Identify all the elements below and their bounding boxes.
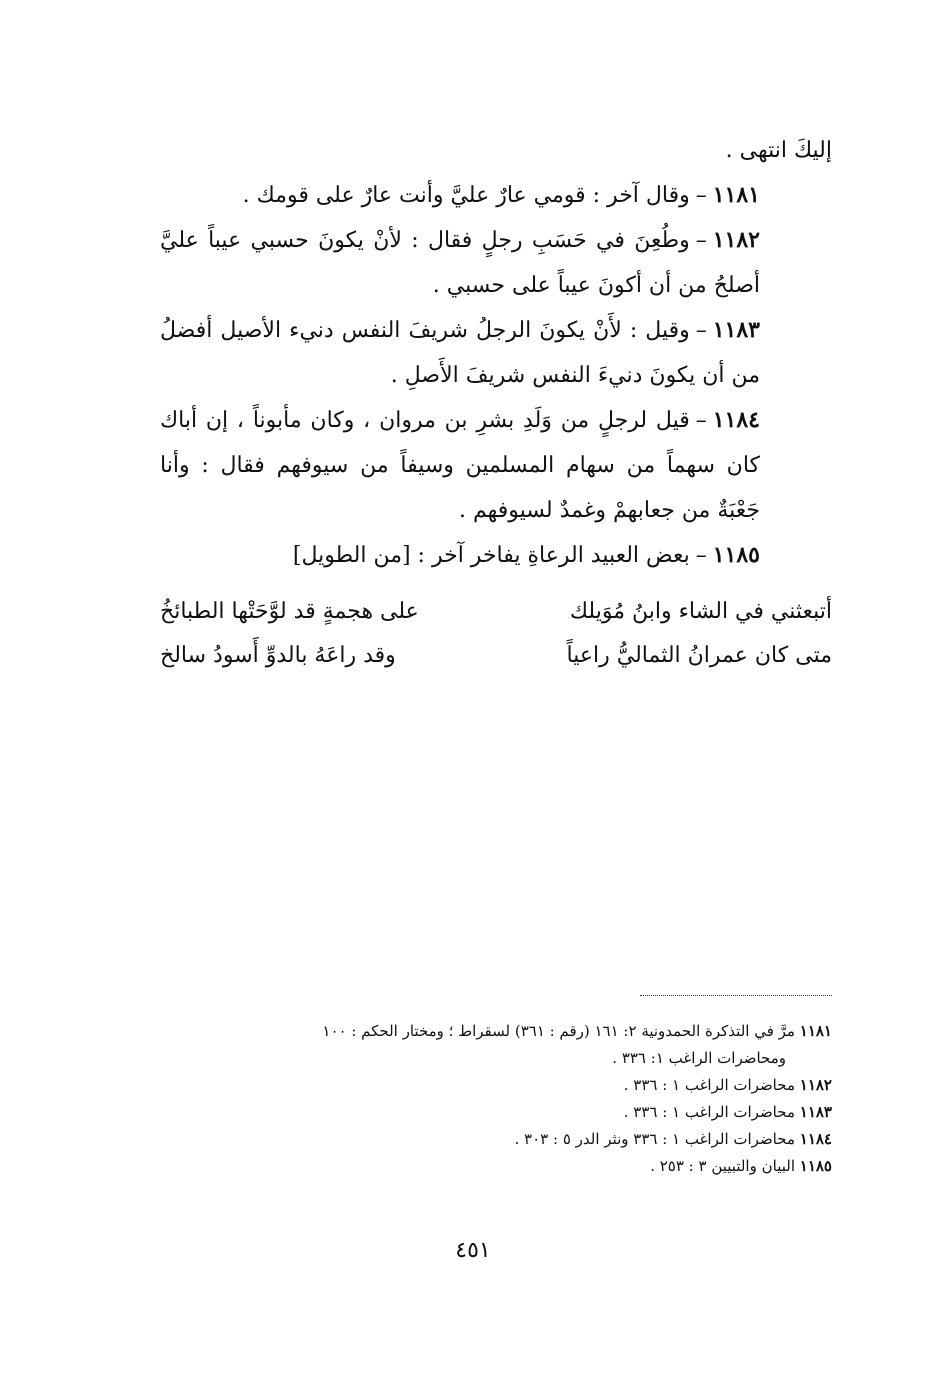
footnote-1183: [160, 1099, 832, 1126]
entry-number: ١١٨٤: [712, 407, 760, 433]
entry-1184: [160, 398, 832, 533]
poem-verse: [160, 590, 832, 634]
entry-text: وطُعِنَ في حَسَبِ رجلٍ فقال : لأنْ يكونَ حسبي عيباً عليَّ أصلحُ: [160, 228, 760, 298]
entry-text: قيل لرجلٍ من وَلَدِ بشرِ بن مروان ، وكان مأبوناً ، إن أباك كان: [160, 408, 761, 478]
entry-text: وقيل : لأَنْ يكونَ الرجلُ شريفَ النفس دنيء الأصيل أفضلُ من: [160, 318, 760, 388]
footnote-number: ١١٨٥: [799, 1157, 832, 1175]
entry-dash: –: [695, 228, 707, 253]
page-number: ٤٥١: [455, 1238, 491, 1263]
entry-number: ١١٨١: [712, 182, 760, 208]
footnote-text: محاضرات الراغب ١ : ٣٣٦ .: [623, 1103, 795, 1121]
footnote-number: ١١٨٤: [799, 1130, 832, 1148]
footnote-number: ١١٨٢: [799, 1076, 832, 1094]
entry-number: ١١٨٥: [712, 542, 760, 568]
footnote-text: محاضرات الراغب ١ : ٣٣٦ .: [623, 1076, 795, 1094]
entry-1183: [160, 308, 832, 398]
entry-dash: –: [695, 543, 707, 568]
entry-dash: –: [695, 183, 707, 208]
footnote-1184: [160, 1126, 832, 1153]
verse-first-hemistich: أتبعثني في الشاء وابنُ مُوَيلك: [569, 599, 832, 624]
opening-line: إليكَ انتهى .: [725, 138, 832, 163]
entry-1182: [160, 218, 832, 308]
poem: [160, 590, 832, 678]
entry-text: أن يكونَ دنيءَ النفس شريفَ الأَصلِ .: [390, 363, 725, 388]
footnotes: [160, 1018, 832, 1180]
entry-1181: [160, 173, 832, 218]
footnote-1182: [160, 1072, 832, 1099]
footnote-number: ١١٨٣: [799, 1103, 832, 1121]
verse-first-hemistich: متى كان عمرانُ الثماليُّ راعياً: [566, 643, 832, 668]
verse-second-hemistich: وقد راعَهُ بالدوِّ أَسودُ سالخ: [160, 643, 396, 668]
footnote-continuation: ومحاضرات الراغب ١: ٣٣٦ .: [612, 1049, 786, 1067]
footnote-1185: [160, 1153, 832, 1180]
footnote-separator: [640, 995, 832, 996]
entry-text: من أن أكونَ عيباً على حسبي .: [432, 273, 707, 298]
entry-text: سهماً من سهام المسلمين وسيفاً من سيوفهم فقال : وأنا جَعْبَةٌ من جعابهمْ: [160, 453, 760, 523]
entry-number: ١١٨٢: [712, 227, 760, 253]
entry-text: وقال آخر : قومي عارٌ عليَّ وأنت عارٌ على قومك .: [242, 183, 690, 208]
entry-dash: –: [695, 408, 707, 433]
main-text: [160, 128, 832, 678]
footnote-number: ١١٨١: [799, 1022, 832, 1040]
entry-dash: –: [695, 318, 707, 343]
entry-text: وغمدٌ لسيوفهم .: [458, 498, 606, 523]
footnote-text: محاضرات الراغب ١ : ٣٣٦ ونثر الدر ٥ : ٣٠٣ .: [514, 1130, 795, 1148]
verse-second-hemistich: على هجمةٍ قد لوَّحَتْها الطبائخُ: [160, 599, 419, 624]
entry-number: ١١٨٣: [712, 317, 760, 343]
poem-verse: [160, 634, 832, 678]
footnote-text: مرَّ في التذكرة الحمدونية ٢: ١٦١ (رقم : ٣٦١) لسقراط ؛ ومختار الحكم : ١٠٠: [322, 1022, 795, 1040]
entry-1185: [160, 533, 832, 578]
footnote-1181: [160, 1018, 832, 1045]
footnote-text: البيان والتبيين ٣ : ٢٥٣ .: [650, 1157, 795, 1175]
entry-text: بعض العبيد الرعاةِ يفاخر آخر : [من الطويل]: [292, 543, 690, 568]
